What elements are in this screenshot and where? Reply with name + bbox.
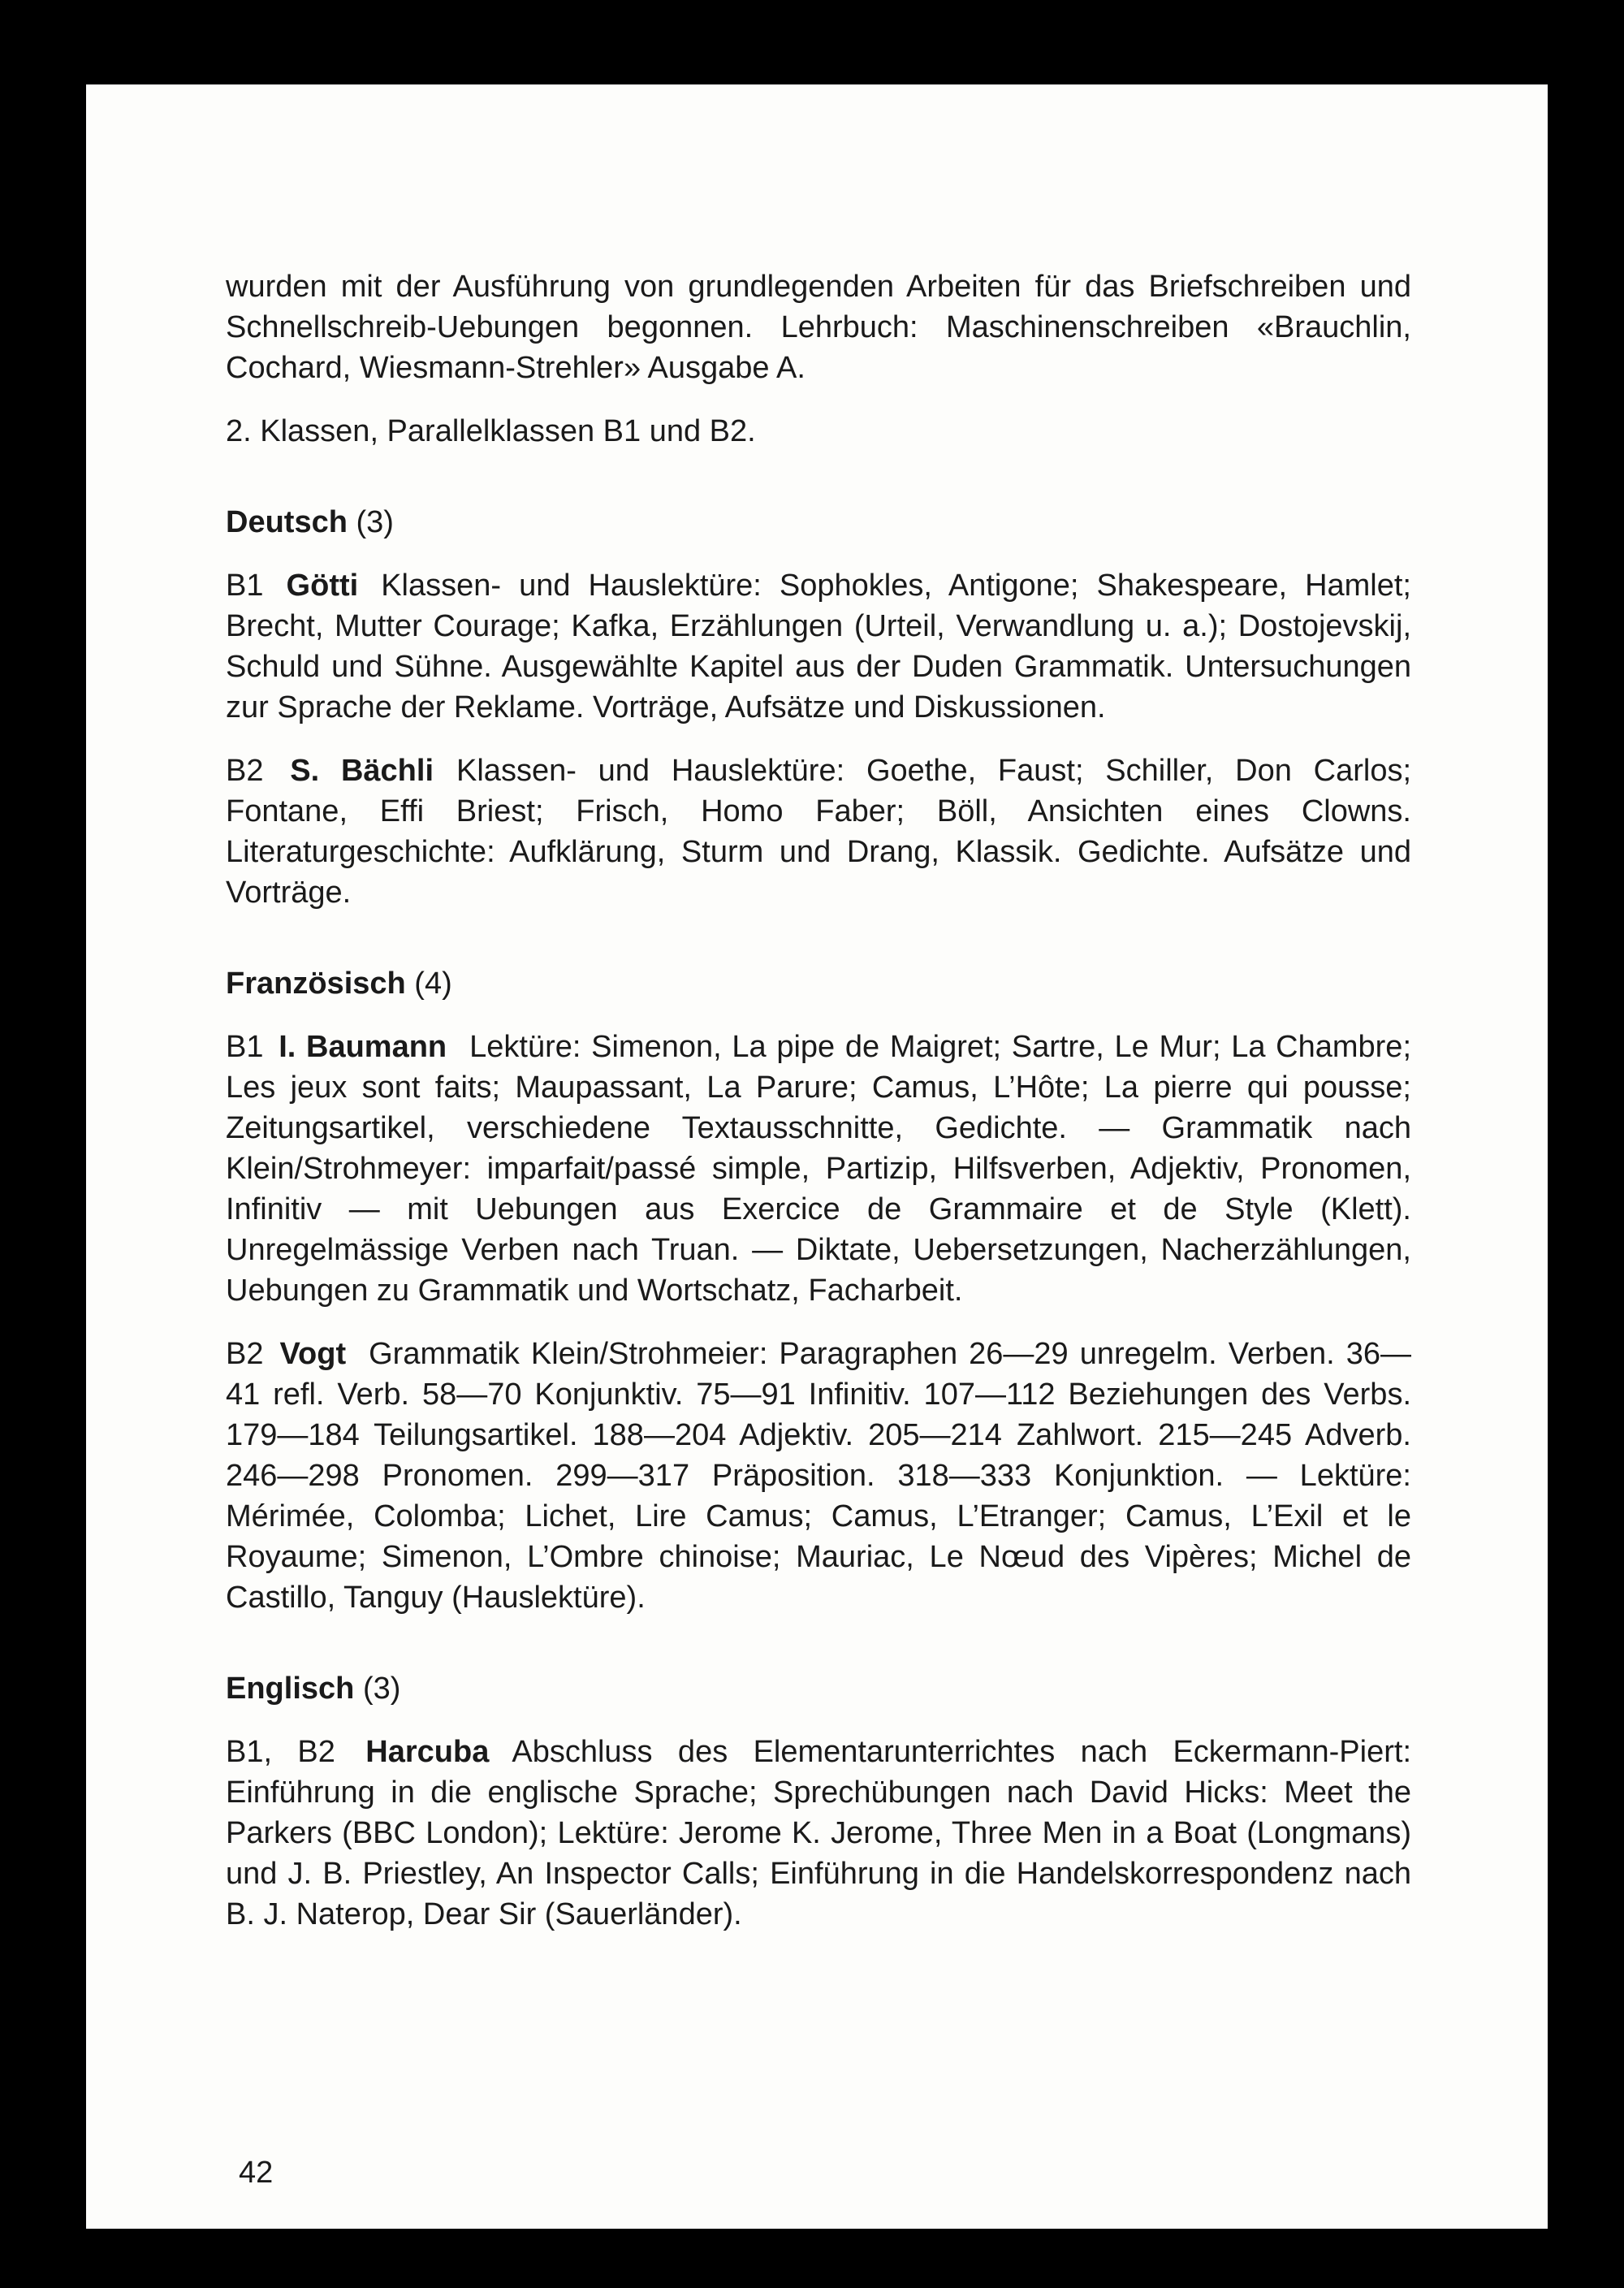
document-page [86,84,1548,2229]
entry-text: Klassen- und Hauslektüre: Goethe, Faust; Schiller, Don Carlos; Fontane, Effi Briest; Frisch, Homo Faber; Böll, Ansichten eines Clowns. Literaturgeschichte: Aufklärung, Sturm und Drang, Klassik. Gedichte. Aufsätze und Vorträge. [226,754,1412,910]
class-label: B2 [226,1337,264,1371]
page-content [226,266,1411,1935]
entry-englisch-b1-b2 [226,1732,1411,1935]
subject-hours: (3) [356,505,394,539]
subject-hours: (4) [414,967,452,1001]
section-heading-franzoesisch [226,963,1411,1004]
subject-title: Englisch [226,1672,355,1706]
class-label: B2 [226,754,264,788]
teacher-name: Vogt [279,1337,347,1371]
entry-text: Klassen- und Hauslektüre: Sophokles, Antigone; Shakespeare, Hamlet; Brecht, Mutter Courage; Kafka, Erzählungen (Urteil, Verwandlung u. a.); Dostojevskij, Schuld und Sühne. Ausgewählte Kapitel aus der Duden Grammatik. Untersuchungen zur Sprache der Reklame. Vorträge, Aufsätze und Diskussionen. [226,569,1411,724]
page-number: 42 [239,2156,274,2190]
intro-paragraph: wurden mit der Ausführung von grundlegenden Arbeiten für das Briefschreiben und Schnellschreib-Uebungen begonnen. Lehrbuch: Maschinenschreiben «Brauchlin, Cochard, Wiesmann-Strehler» Ausgabe A. [226,270,1411,385]
entry-franzoesisch-b2 [226,1334,1411,1618]
teacher-name: S. Bächli [290,754,434,788]
section-heading-englisch [226,1668,1411,1709]
subject-hours: (3) [362,1672,401,1706]
class-label: B1 [226,1030,264,1064]
classes-line: 2. Klassen, Parallelklassen B1 und B2. [226,414,756,448]
section-heading-deutsch [226,502,1411,543]
class-label: B1 [226,569,264,603]
entry-deutsch-b2 [226,750,1411,913]
teacher-name: Harcuba [365,1735,490,1769]
subject-title: Deutsch [226,505,348,539]
teacher-name: I. Baumann [279,1030,447,1064]
entry-franzoesisch-b1 [226,1027,1411,1311]
teacher-name: Götti [286,569,359,603]
entry-deutsch-b1 [226,565,1411,728]
entry-text: Grammatik Klein/Strohmeier: Paragraphen 26—29 unregelm. Verben. 36—41 refl. Verb. 58—70 Konjunktiv. 75—91 Infinitiv. 107—112 Beziehungen des Verbs. 179—184 Teilungsartikel. 188—204 Adjektiv. 205—214 Zahlwort. 215—245 Adverb. 246—298 Pronomen. 299—317 Präposition. 318—333 Konjunktion. — Lektüre: Mérimée, Colomba; Lichet, Lire Camus; Camus, L’Etranger; Camus, L’Exil et le Royaume; Simenon, L’Ombre chinoise; Mauriac, Le Nœud des Vipères; Michel de Castillo, Tanguy (Hauslektüre). [226,1337,1412,1615]
entry-text: Abschluss des Elementarunterrichtes nach Eckermann-Piert: Einführung in die englische Sprache; Sprechübungen nach David Hicks: Meet the Parkers (BBC London); Lektüre: Jerome K. Jerome, Three Men in a Boat (Longmans) und J. B. Priestley, An Inspector Calls; Einführung in die Handelskorrespondenz nach B. J. Naterop, Dear Sir (Sauerländer). [226,1735,1411,1931]
subject-title: Französisch [226,967,406,1001]
entry-text: Lektüre: Simenon, La pipe de Maigret; Sartre, Le Mur; La Chambre; Les jeux sont faits; Maupassant, La Parure; Camus, L’Hôte; La pierre qui pousse; Zeitungsartikel, verschiedene Textausschnitte, Gedichte. — Grammatik nach Klein/Strohmeyer: imparfait/passé simple, Partizip, Hilfsverben, Adjektiv, Pronomen, Infinitiv — mit Uebungen aus Exercice de Grammaire et de Style (Klett). Unregelmässige Verben nach Truan. — Diktate, Uebersetzungen, Nacherzählungen, Uebungen zu Grammatik und Wortschatz, Facharbeit. [226,1030,1411,1308]
class-label: B1, B2 [226,1735,335,1769]
